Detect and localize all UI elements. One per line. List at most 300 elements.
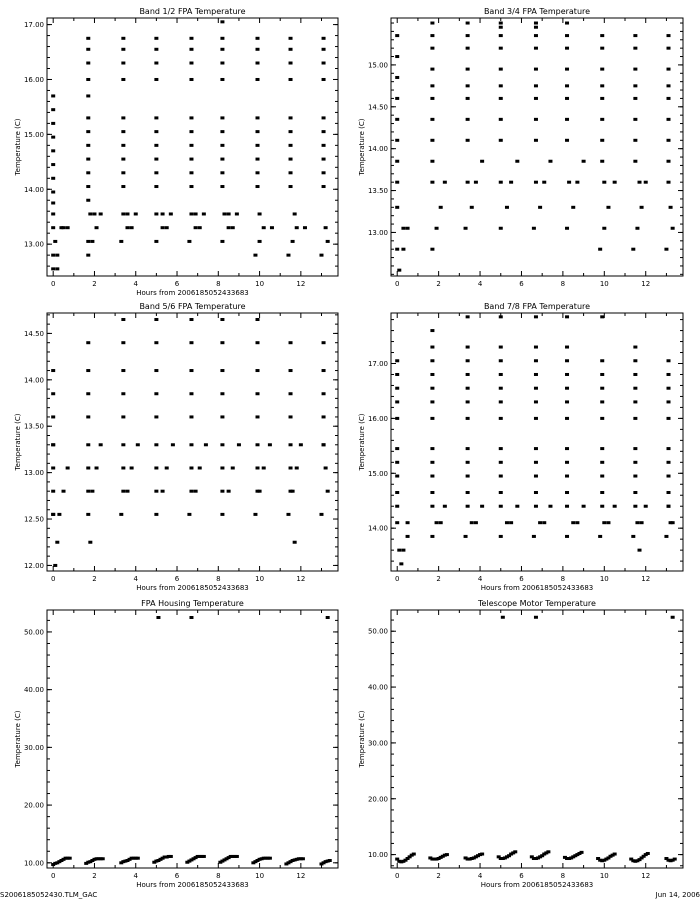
data-point: [430, 505, 434, 508]
data-point: [256, 490, 260, 493]
data-point: [499, 400, 503, 403]
data-point: [439, 206, 443, 209]
data-point: [600, 491, 604, 494]
data-point: [466, 84, 470, 87]
chart-title: Band 7/8 FPA Temperature: [483, 302, 591, 311]
data-point: [322, 37, 326, 40]
data-point: [121, 415, 125, 418]
data-point: [121, 185, 125, 188]
data-point: [395, 521, 399, 524]
data-point: [322, 443, 326, 446]
data-point: [565, 139, 569, 142]
data-point: [505, 521, 509, 524]
data-point: [66, 466, 70, 469]
y-axis-label: Temperature (C): [358, 413, 366, 471]
data-point: [534, 22, 538, 25]
data-point: [395, 447, 399, 450]
data-point: [121, 158, 125, 161]
data-point: [169, 212, 173, 215]
data-point: [466, 346, 470, 349]
data-point: [466, 97, 470, 100]
data-point: [202, 212, 206, 215]
data-point: [538, 206, 542, 209]
data-point: [66, 226, 70, 229]
x-tick-label: 12: [641, 872, 651, 880]
data-point: [289, 443, 293, 446]
data-point: [534, 505, 538, 508]
data-point: [289, 62, 293, 65]
data-point: [86, 415, 90, 418]
y-tick-label: 13.50: [23, 422, 44, 431]
data-point: [256, 415, 260, 418]
data-point: [121, 466, 125, 469]
data-point: [55, 267, 59, 270]
data-point: [202, 855, 206, 858]
data-point: [189, 78, 193, 81]
data-point: [189, 130, 193, 133]
data-point: [256, 466, 260, 469]
data-point: [220, 240, 224, 243]
data-point: [534, 387, 538, 390]
data-point: [542, 521, 546, 524]
data-point: [499, 315, 503, 318]
data-point: [538, 521, 542, 524]
data-point: [430, 535, 434, 538]
data-point: [667, 97, 671, 100]
data-point: [644, 181, 648, 184]
data-point: [635, 521, 639, 524]
data-point: [220, 466, 224, 469]
data-point: [51, 369, 55, 372]
data-point: [121, 130, 125, 133]
data-point: [322, 341, 326, 344]
data-point: [401, 227, 405, 230]
data-point: [55, 541, 59, 544]
data-point: [256, 171, 260, 174]
data-point: [95, 226, 99, 229]
data-point: [466, 34, 470, 37]
data-point: [534, 491, 538, 494]
x-tick-label: 2: [436, 280, 441, 288]
data-point: [161, 212, 165, 215]
data-point: [322, 116, 326, 119]
data-point: [121, 78, 125, 81]
x-tick-label: 12: [296, 575, 306, 583]
data-point: [86, 490, 90, 493]
data-point: [99, 443, 103, 446]
data-point: [435, 227, 439, 230]
data-point: [86, 513, 90, 516]
data-point: [534, 34, 538, 37]
data-point: [62, 226, 66, 229]
data-point: [600, 315, 604, 318]
data-point: [565, 315, 569, 318]
y-tick-label: 40.00: [23, 686, 44, 695]
data-point: [600, 34, 604, 37]
data-point: [289, 466, 293, 469]
data-point: [220, 185, 224, 188]
data-point: [505, 206, 509, 209]
chart-title: Band 5/6 FPA Temperature: [139, 302, 246, 311]
data-point: [256, 37, 260, 40]
x-tick-label: 8: [560, 280, 566, 288]
data-point: [499, 346, 503, 349]
data-point: [430, 417, 434, 420]
data-point: [220, 158, 224, 161]
data-point: [194, 212, 198, 215]
data-point: [499, 373, 503, 376]
data-point: [499, 475, 503, 478]
chart-title: Band 1/2 FPA Temperature: [139, 7, 246, 16]
y-axis-label: Temperature (C): [358, 710, 366, 768]
data-point: [86, 254, 90, 257]
data-point: [289, 490, 293, 493]
data-point: [220, 513, 224, 516]
data-point: [57, 513, 61, 516]
data-point: [220, 415, 224, 418]
data-point: [395, 76, 399, 79]
data-point: [395, 97, 399, 100]
data-point: [401, 248, 405, 251]
data-point: [466, 461, 470, 464]
data-point: [154, 158, 158, 161]
data-point: [633, 400, 637, 403]
data-point: [88, 212, 92, 215]
data-point: [397, 549, 401, 552]
data-point: [90, 490, 94, 493]
data-point: [667, 84, 671, 87]
data-point: [430, 118, 434, 121]
data-point: [161, 490, 165, 493]
data-point: [220, 116, 224, 119]
data-point: [515, 505, 519, 508]
data-point: [565, 359, 569, 362]
data-point: [289, 369, 293, 372]
y-tick-label: 10.00: [23, 859, 44, 868]
y-tick-label: 17.00: [23, 21, 44, 30]
data-point: [412, 853, 416, 856]
data-point: [464, 227, 468, 230]
data-point: [189, 62, 193, 65]
data-point: [395, 160, 399, 163]
data-point: [532, 227, 536, 230]
data-point: [499, 491, 503, 494]
data-point: [119, 240, 123, 243]
data-point: [499, 535, 503, 538]
data-point: [121, 171, 125, 174]
data-point: [86, 78, 90, 81]
data-point: [565, 227, 569, 230]
data-point: [220, 78, 224, 81]
data-point: [220, 37, 224, 40]
x-tick-label: 0: [50, 872, 56, 880]
data-point: [171, 443, 175, 446]
data-point: [664, 535, 668, 538]
data-point: [121, 443, 125, 446]
x-tick-label: 12: [641, 280, 651, 288]
data-point: [430, 34, 434, 37]
data-point: [289, 144, 293, 147]
data-point: [667, 491, 671, 494]
data-point: [633, 447, 637, 450]
data-point: [51, 490, 55, 493]
data-point: [565, 447, 569, 450]
data-point: [121, 144, 125, 147]
data-point: [565, 97, 569, 100]
data-point: [220, 20, 224, 23]
data-point: [189, 185, 193, 188]
data-point: [534, 417, 538, 420]
data-point: [86, 240, 90, 243]
data-point: [606, 521, 610, 524]
y-tick-label: 40.00: [367, 683, 388, 692]
x-axis-label: Hours from 2006185052433683: [136, 584, 249, 592]
data-point: [256, 369, 260, 372]
data-point: [633, 387, 637, 390]
data-point: [430, 359, 434, 362]
data-point: [667, 387, 671, 390]
data-point: [667, 47, 671, 50]
data-point: [189, 616, 193, 619]
chart-title: Telescope Motor Temperature: [478, 599, 596, 608]
data-point: [667, 400, 671, 403]
data-point: [534, 475, 538, 478]
data-point: [395, 400, 399, 403]
data-point: [430, 346, 434, 349]
data-point: [633, 160, 637, 163]
data-point: [51, 94, 55, 97]
x-tick-label: 2: [92, 280, 97, 288]
data-point: [289, 48, 293, 51]
data-point: [602, 521, 606, 524]
data-point: [189, 158, 193, 161]
data-point: [534, 359, 538, 362]
data-point: [189, 490, 193, 493]
data-point: [165, 226, 169, 229]
data-point: [256, 48, 260, 51]
data-point: [86, 116, 90, 119]
data-point: [430, 400, 434, 403]
footer-filename: S2006185052430.TLM_GAC: [0, 891, 98, 899]
data-point: [154, 341, 158, 344]
data-point: [565, 22, 569, 25]
y-tick-label: 20.00: [367, 795, 388, 804]
data-point: [646, 852, 650, 855]
data-point: [222, 212, 226, 215]
data-point: [430, 84, 434, 87]
data-point: [635, 227, 639, 230]
data-point: [671, 227, 675, 230]
data-point: [220, 369, 224, 372]
data-point: [499, 97, 503, 100]
data-point: [204, 443, 208, 446]
data-point: [395, 34, 399, 37]
data-point: [289, 116, 293, 119]
data-point: [125, 212, 129, 215]
data-point: [268, 857, 272, 860]
data-point: [51, 191, 55, 194]
data-point: [430, 248, 434, 251]
data-point: [565, 34, 569, 37]
y-tick-label: 15.00: [367, 61, 388, 70]
data-point: [480, 853, 484, 856]
y-tick-label: 14.00: [23, 185, 44, 194]
data-point: [395, 505, 399, 508]
data-point: [633, 491, 637, 494]
x-tick-label: 12: [641, 575, 651, 583]
data-point: [565, 47, 569, 50]
data-point: [406, 521, 410, 524]
data-point: [669, 206, 673, 209]
data-point: [513, 850, 517, 853]
data-point: [430, 491, 434, 494]
x-axis-label: Hours from 2006185052433683: [136, 881, 249, 889]
data-point: [640, 206, 644, 209]
data-point: [289, 78, 293, 81]
data-point: [51, 163, 55, 166]
data-point: [582, 505, 586, 508]
data-point: [256, 318, 260, 321]
data-point: [189, 415, 193, 418]
data-point: [86, 185, 90, 188]
x-tick-label: 2: [92, 872, 97, 880]
data-point: [154, 212, 158, 215]
data-point: [542, 181, 546, 184]
data-point: [326, 240, 330, 243]
x-tick-label: 2: [436, 575, 441, 583]
y-tick-label: 14.00: [23, 376, 44, 385]
data-point: [86, 158, 90, 161]
data-point: [600, 97, 604, 100]
x-tick-label: 6: [519, 575, 524, 583]
data-point: [220, 392, 224, 395]
x-tick-label: 6: [174, 280, 180, 288]
x-tick-label: 0: [394, 575, 400, 583]
data-point: [395, 359, 399, 362]
data-point: [253, 254, 257, 257]
x-tick-label: 8: [216, 872, 221, 880]
x-tick-label: 2: [436, 872, 441, 880]
data-point: [430, 447, 434, 450]
data-point: [430, 373, 434, 376]
data-point: [322, 78, 326, 81]
data-point: [51, 392, 55, 395]
data-point: [466, 475, 470, 478]
data-point: [600, 417, 604, 420]
data-point: [474, 181, 478, 184]
data-point: [633, 47, 637, 50]
data-point: [466, 139, 470, 142]
data-point: [220, 171, 224, 174]
data-point: [534, 68, 538, 71]
data-point: [189, 116, 193, 119]
data-point: [499, 181, 503, 184]
data-point: [602, 181, 606, 184]
x-tick-label: 10: [599, 872, 609, 880]
data-point: [600, 160, 604, 163]
data-point: [189, 48, 193, 51]
x-tick-label: 8: [216, 575, 221, 583]
data-point: [121, 392, 125, 395]
plot-frame: [391, 313, 683, 571]
data-point: [303, 226, 307, 229]
x-tick-label: 0: [50, 575, 56, 583]
data-point: [253, 513, 257, 516]
data-point: [154, 144, 158, 147]
data-point: [194, 490, 198, 493]
data-point: [154, 513, 158, 516]
data-point: [154, 62, 158, 65]
data-point: [262, 226, 266, 229]
data-point: [154, 415, 158, 418]
data-point: [445, 853, 449, 856]
x-tick-label: 10: [255, 575, 265, 583]
y-tick-label: 17.00: [367, 360, 388, 369]
data-point: [51, 466, 55, 469]
data-point: [293, 212, 297, 215]
data-point: [289, 158, 293, 161]
data-point: [231, 226, 235, 229]
data-point: [324, 226, 328, 229]
data-point: [289, 37, 293, 40]
data-point: [220, 318, 224, 321]
chart-panel-2: [358, 7, 683, 288]
data-point: [121, 37, 125, 40]
data-point: [256, 116, 260, 119]
data-point: [600, 400, 604, 403]
data-point: [571, 521, 575, 524]
data-point: [86, 94, 90, 97]
data-point: [565, 461, 569, 464]
x-tick-label: 6: [174, 872, 180, 880]
data-point: [86, 48, 90, 51]
data-point: [154, 466, 158, 469]
data-point: [565, 505, 569, 508]
x-axis-label: Hours from 2006185052433683: [136, 289, 249, 297]
data-point: [395, 475, 399, 478]
data-point: [534, 26, 538, 29]
data-point: [466, 417, 470, 420]
data-point: [53, 564, 57, 567]
data-point: [258, 212, 262, 215]
data-point: [600, 447, 604, 450]
data-point: [565, 400, 569, 403]
data-point: [633, 34, 637, 37]
data-point: [156, 616, 160, 619]
data-point: [220, 62, 224, 65]
data-point: [600, 47, 604, 50]
data-point: [466, 387, 470, 390]
x-tick-label: 6: [519, 280, 524, 288]
data-point: [51, 226, 55, 229]
data-point: [466, 491, 470, 494]
data-point: [395, 118, 399, 121]
data-point: [466, 22, 470, 25]
data-point: [466, 181, 470, 184]
data-point: [582, 160, 586, 163]
data-point: [55, 254, 59, 257]
data-point: [633, 139, 637, 142]
data-point: [430, 68, 434, 71]
y-tick-label: 50.00: [23, 628, 44, 637]
data-point: [68, 857, 72, 860]
data-point: [395, 373, 399, 376]
x-tick-label: 10: [255, 872, 265, 880]
data-point: [613, 505, 617, 508]
data-point: [633, 461, 637, 464]
data-point: [395, 181, 399, 184]
data-point: [53, 240, 57, 243]
